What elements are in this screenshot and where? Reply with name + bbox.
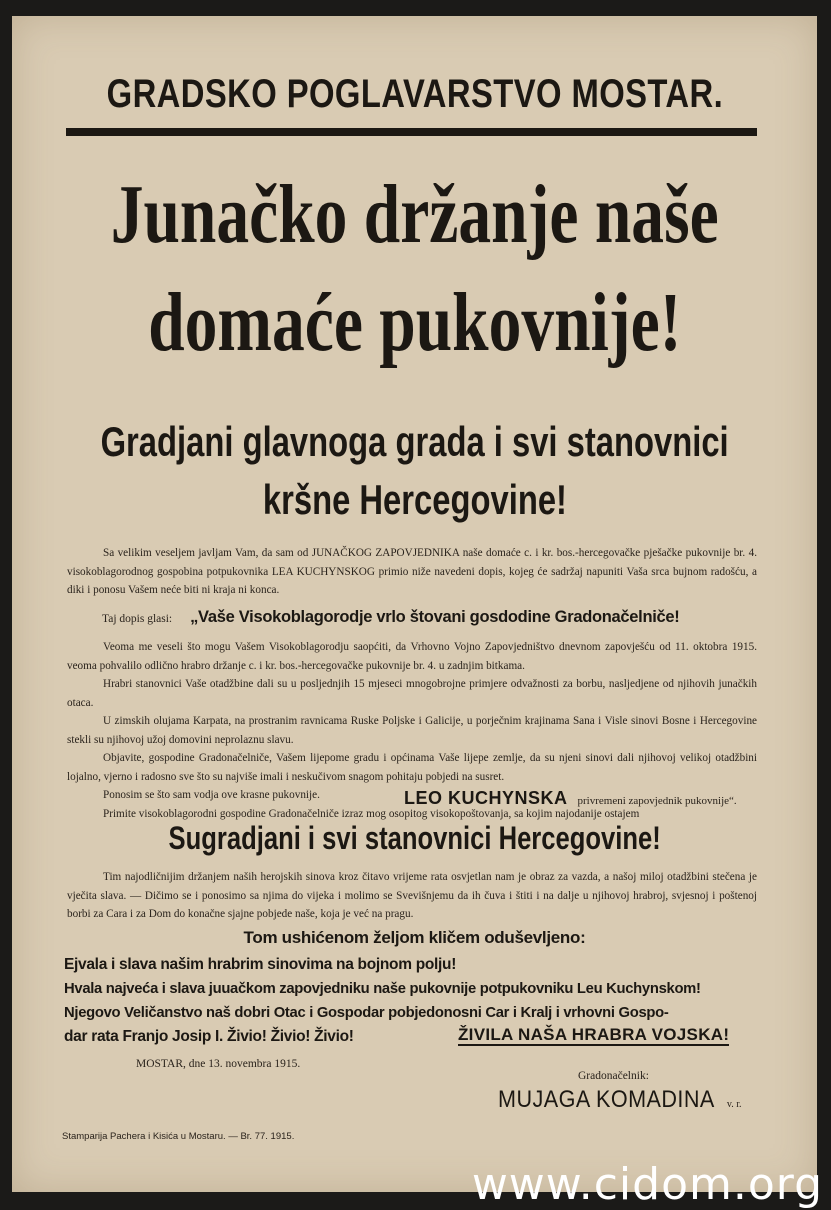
- header-wrap: [12, 72, 817, 117]
- letter-signature-title: privremeni zapovjednik pukovnije“.: [577, 795, 737, 807]
- mayor-title-row: [578, 1066, 649, 1084]
- letter-paragraph-4: Objavite, gospodine Gradonačelniče, Vašem lijepome gradu i općinama Vaše lijepe zemlje, da su njeni sinovi dali njihovoj velikoj otadžbini lojalno, vjerno i radosno sve što su najviše imali i neskučivom snagom pohitaju pobjedi na susret.: [67, 752, 757, 783]
- letter-salutation: „Vaše Visokoblagorodje vrlo štovani gosdodine Gradonačelniče!: [190, 608, 680, 626]
- appeal-text: Tim najodličnijim držanjem naših herojskih sinova kroz čitavo vrijeme rata osvjetlan nam je obraz za vazda, a našoj miloj otadžbini stečena je vječita slava. — Dičimo se i ponosimo sa njima do vijeka i molimo se Svevišnjemu da ih čuva i štiti i na dalje u njihovoj hrabroj, svjesnoj i poštenoj borbi za Cara i za Dom do konačne sjajne pobjede naše, koja je već na pragu.: [67, 871, 757, 920]
- title-wrap-2: [12, 274, 817, 371]
- subtitle-line2: kršne Hercegovine!: [262, 476, 567, 523]
- cheer-line-3: Njegovo Veličanstvo naš dobri Otac i Gospodar pobjedonosni Car i Kralj i vrhovni Gospo-: [64, 1005, 669, 1021]
- header-rule: [66, 128, 757, 136]
- appeal-heading: Sugradjani i svi stanovnici Hercegovine!: [168, 820, 661, 856]
- mayor-title: Gradonačelnik:: [578, 1070, 649, 1082]
- main-title-line2: domaće pukovnije!: [147, 276, 682, 369]
- printer-credit: Stamparija Pachera i Kisića u Mostaru. — Br. 77. 1915.: [62, 1131, 295, 1142]
- subtitle-wrap-2: [12, 476, 817, 524]
- subtitle-line1: Gradjani glavnoga grada i svi stanovnici: [100, 418, 729, 465]
- letter-paragraph-6: Primite visokoblagorodni gospodine Gradonačelniče izraz mog osopitog visokopoštovanja, sa kojim najodanije ostajem: [103, 807, 640, 820]
- cheer-line-1: Ejvala i slava našim hrabrim sinovima na bojnom polju!: [64, 956, 457, 973]
- appeal-paragraph: [67, 868, 757, 924]
- place-date-row: [136, 1054, 300, 1072]
- cheer-line-2: Hvala najveća i slava juuačkom zapovjedniku naše pukovnije potpukovniku Leu Kuchynskom!: [64, 981, 701, 997]
- letter-signature: [404, 788, 737, 809]
- letter-paragraph-3: U zimskih olujama Karpata, na prostranim ravnicama Ruske Poljske i Galicije, u porječnim krajinama Sana i Visle sinovi Bosne i Hercegovine stekli su njihovoj užoj domovini neprolaznu slavu.: [67, 715, 757, 746]
- mayor-suffix: v. r.: [726, 1099, 742, 1110]
- letter-intro-row: [102, 608, 679, 627]
- cheer-heading: Tom ushićenom željom kličem oduševljeno:: [243, 928, 586, 947]
- letter-intro-label: Taj dopis glasi:: [102, 613, 173, 625]
- subtitle-wrap-1: [12, 418, 817, 466]
- letter-paragraph-5: Ponosim se što sam vodja ove krasne pukovnije.: [103, 789, 320, 801]
- mayor-signature: [498, 1086, 742, 1114]
- letter-paragraph-2: Hrabri stanovnici Vaše otadžbine dali su u posljednjih 15 mjeseci mnogobrojne primjere odvažnosti za borbu, nasljedjene od njihovih junačkih otaca.: [67, 678, 757, 709]
- appeal-heading-wrap: [12, 820, 817, 857]
- cheer-line-4-row: [64, 1028, 354, 1046]
- cheer-line-3-row: [64, 1004, 669, 1022]
- cheer-line-2-row: [64, 980, 701, 998]
- cheer-army: ŽIVILA NAŠA HRABRA VOJSKA!: [458, 1025, 730, 1044]
- title-wrap-1: [12, 166, 817, 263]
- letter-signature-name: LEO KUCHYNSKA: [404, 788, 568, 808]
- main-title-line1: Junačko držanje naše: [110, 168, 719, 261]
- poster-sheet: [12, 16, 817, 1192]
- cheer-line-1-row: [64, 956, 456, 974]
- header-title: GRADSKO POGLAVARSTVO MOSTAR.: [106, 72, 723, 116]
- cheer-line-4: dar rata Franjo Josip I. Živio! Živio! Živio!: [64, 1028, 354, 1045]
- letter-paragraph-1: Veoma me veseli što mogu Vašem Visokoblagorodju saopćiti, da Vrhovno Vojno Zapovjedništvo dnevnom zapovješću od 11. oktobra 1915. veoma pohvalilo odlično hrabro držanje c. i kr. bos.-hercegovačke pukovnije br. 4. u zadnjim bitkama.: [67, 641, 757, 672]
- intro-text: Sa velikim veseljem javljam Vam, da sam od JUNAČKOG ZAPOVJEDNIKA naše domaće c. i kr. bos.-hercegovačke pješačke pukovnije br. 4. visokoblagorodnog gospobina potpukovnika LEA KUCHYNSKOG primio niže navedeni dopis, kojeg će sadržaj napuniti Vaša srca bujnom radošću, a diki i ponosu Vašem neće biti ni kraja ni konca.: [67, 547, 757, 596]
- watermark-text: www.cidom.org: [471, 1159, 823, 1210]
- place-date: MOSTAR, dne 13. novembra 1915.: [136, 1058, 301, 1070]
- mayor-name: MUJAGA KOMADINA: [498, 1086, 715, 1113]
- intro-paragraph: [67, 544, 757, 600]
- cheer-heading-wrap: [12, 928, 817, 948]
- printer-row: [62, 1126, 294, 1144]
- cheer-army-row: [458, 1025, 729, 1045]
